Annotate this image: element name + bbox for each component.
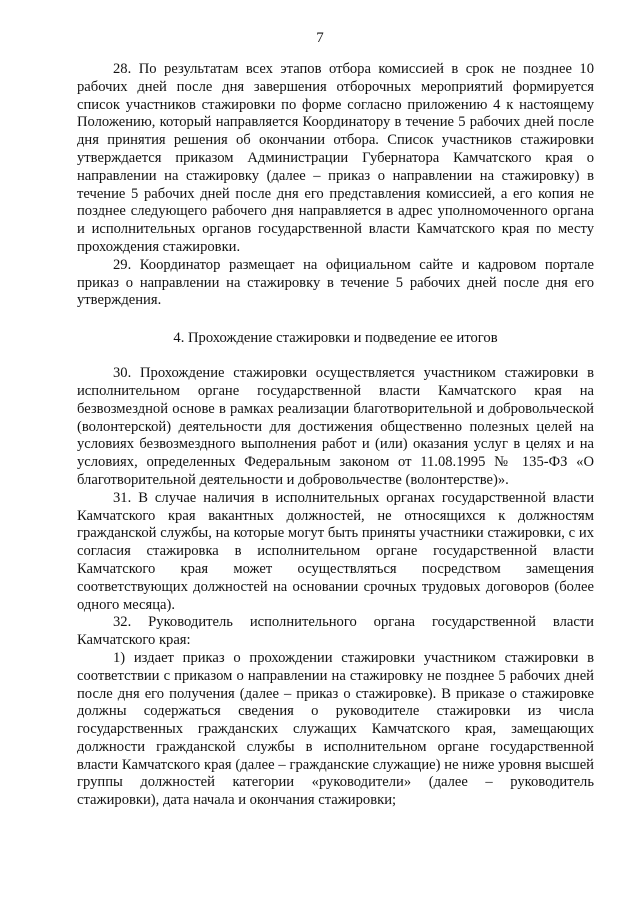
paragraph-32-item-1: 1) издает приказ о прохождении стажировки участником стажировки в соответствии с приказом о направлении на стажировку не позднее 5 рабочих дней после дня его получения (далее – приказ о стажировке). В приказе о стажировке должны содержаться сведения о руководителе стажировки из числа государственных гражданских служащих Камчатского края, замещающих должности гражданской службы в исполнительном органе государственной власти Камчатского края (далее – гражданские служащие) не ниже уровня высшей группы должностей категории «руководители» (далее – руководитель стажировки), дата начала и окончания стажировки; — [77, 649, 594, 809]
section-heading: 4. Прохождение стажировки и подведение ее итогов — [173, 330, 498, 347]
paragraph-28: 28. По результатам всех этапов отбора комиссией в срок не позднее 10 рабочих дней после дня завершения отборочных мероприятий формируется список участников стажировки по форме согласно приложению 4 к настоящему Положению, который направляется Координатору в течение 5 рабочих дней после дня принятия решения об окончании отбора. Список участников стажировки утверждается приказом Администрации Губернатора Камчатского края о направлении на стажировку (далее – приказ о направлении на стажировку) в течение 5 рабочих дней после дня его представления комиссией, а его копия не позднее следующего рабочего дня направляется в адрес уполномоченного органа и исполнительных органов государственной власти Камчатского края по месту прохождения стажировки. — [77, 61, 594, 255]
paragraph-29: 29. Координатор размещает на официальном сайте и кадровом портале приказ о направлении на стажировку в течение 5 рабочих дней после дня его утверждения. — [77, 256, 594, 309]
document-body — [77, 61, 594, 810]
paragraph-31: 31. В случае наличия в исполнительных органах государственной власти Камчатского края вакантных должностей, не относящихся к должностям гражданской службы, на которые могут быть приняты участники стажировки, с их согласия стажировка в исполнительном органе государственной власти Камчатского края может осуществляться посредством замещения соответствующих должностей на основании срочных трудовых договоров (более одного месяца). — [77, 489, 594, 613]
paragraph-30: 30. Прохождение стажировки осуществляется участником стажировки в исполнительном органе государственной власти Камчатского края на безвозмездной основе в рамках реализации благотворительной и добровольческой (волонтерской) деятельности для достижения общественно полезных целей на условиях безвозмездного выполнения работ и (или) оказания услуг в целях и на условиях, определенных Федеральным законом от 11.08.1995 № 135-ФЗ «О благотворительной деятельности и добровольчестве (волонтерстве)». — [77, 365, 594, 488]
paragraph-32: 32. Руководитель исполнительного органа государственной власти Камчатского края: — [77, 614, 594, 649]
page-number: 7 — [316, 30, 324, 46]
